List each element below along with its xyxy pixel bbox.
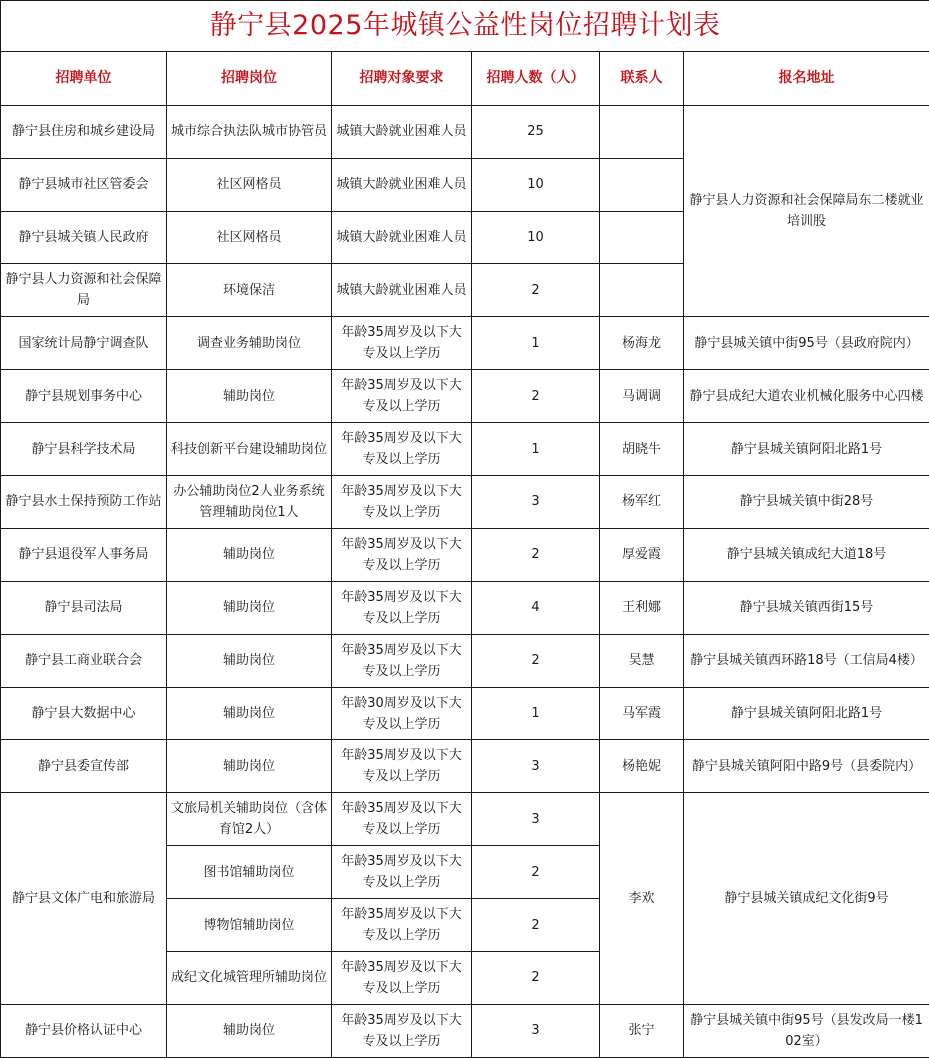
cell-unit: 静宁县司法局 xyxy=(1,581,167,634)
table-row xyxy=(1,1004,929,1057)
cell-headcount: 1 xyxy=(472,317,600,370)
cell-post: 辅助岗位 xyxy=(167,581,332,634)
cell-post: 辅助岗位 xyxy=(167,740,332,793)
cell-post: 文旅局机关辅助岗位（含体育馆2人） xyxy=(167,793,332,846)
cell-requirement: 年龄35周岁及以下大专及以上学历 xyxy=(332,528,472,581)
cell-requirement: 城镇大龄就业困难人员 xyxy=(332,105,472,158)
cell-contact: 厚爱霞 xyxy=(600,528,684,581)
cell-contact xyxy=(600,211,684,264)
cell-headcount: 10 xyxy=(472,211,600,264)
cell-contact xyxy=(600,158,684,211)
cell-headcount: 3 xyxy=(472,793,600,846)
cell-address: 静宁县城关镇成纪文化街9号 xyxy=(684,793,929,1005)
cell-address: 静宁县城关镇中街28号 xyxy=(684,476,929,529)
table-row xyxy=(1,634,929,687)
cell-headcount: 2 xyxy=(472,846,600,899)
table-row xyxy=(1,476,929,529)
cell-contact: 杨海龙 xyxy=(600,317,684,370)
cell-contact xyxy=(600,105,684,158)
cell-headcount: 2 xyxy=(472,952,600,1005)
cell-headcount: 1 xyxy=(472,423,600,476)
cell-post: 成纪文化城管理所辅助岗位 xyxy=(167,952,332,1005)
cell-address: 静宁县城关镇阿阳北路1号 xyxy=(684,423,929,476)
cell-requirement: 年龄35周岁及以下大专及以上学历 xyxy=(332,476,472,529)
cell-unit: 静宁县城市社区管委会 xyxy=(1,158,167,211)
table-row xyxy=(1,581,929,634)
header-headcount: 招聘人数（人） xyxy=(472,51,600,105)
cell-requirement: 年龄35周岁及以下大专及以上学历 xyxy=(332,899,472,952)
cell-requirement: 年龄35周岁及以下大专及以上学历 xyxy=(332,846,472,899)
cell-post: 辅助岗位 xyxy=(167,528,332,581)
cell-requirement: 城镇大龄就业困难人员 xyxy=(332,211,472,264)
table-row xyxy=(1,370,929,423)
cell-unit: 静宁县工商业联合会 xyxy=(1,634,167,687)
cell-headcount: 3 xyxy=(472,476,600,529)
cell-post: 图书馆辅助岗位 xyxy=(167,846,332,899)
cell-post: 城市综合执法队城市协管员 xyxy=(167,105,332,158)
cell-unit: 静宁县科学技术局 xyxy=(1,423,167,476)
cell-unit: 静宁县委宣传部 xyxy=(1,740,167,793)
table-row xyxy=(1,793,929,846)
cell-requirement: 年龄35周岁及以下大专及以上学历 xyxy=(332,740,472,793)
table-row xyxy=(1,740,929,793)
cell-post: 科技创新平台建设辅助岗位 xyxy=(167,423,332,476)
cell-requirement: 年龄35周岁及以下大专及以上学历 xyxy=(332,952,472,1005)
cell-post: 社区网格员 xyxy=(167,211,332,264)
cell-address: 静宁县城关镇阿阳北路1号 xyxy=(684,687,929,740)
cell-headcount: 2 xyxy=(472,899,600,952)
cell-headcount: 3 xyxy=(472,740,600,793)
table-row xyxy=(1,105,929,158)
cell-address: 静宁县城关镇成纪大道18号 xyxy=(684,528,929,581)
cell-requirement: 年龄30周岁及以下大专及以上学历 xyxy=(332,687,472,740)
cell-post: 辅助岗位 xyxy=(167,687,332,740)
header-address: 报名地址 xyxy=(684,51,929,105)
cell-requirement: 年龄35周岁及以下大专及以上学历 xyxy=(332,1004,472,1057)
table-row xyxy=(1,687,929,740)
cell-contact: 吴慧 xyxy=(600,634,684,687)
cell-requirement: 年龄35周岁及以下大专及以上学历 xyxy=(332,793,472,846)
cell-address: 静宁县城关镇阿阳中路9号（县委院内） xyxy=(684,740,929,793)
cell-contact: 胡晓牛 xyxy=(600,423,684,476)
cell-headcount: 2 xyxy=(472,264,600,317)
cell-requirement: 城镇大龄就业困难人员 xyxy=(332,158,472,211)
cell-address: 静宁县城关镇西环路18号（工信局4楼） xyxy=(684,634,929,687)
cell-headcount: 2 xyxy=(472,528,600,581)
cell-contact: 杨军红 xyxy=(600,476,684,529)
cell-requirement: 年龄35周岁及以下大专及以上学历 xyxy=(332,370,472,423)
cell-requirement: 年龄35周岁及以下大专及以上学历 xyxy=(332,317,472,370)
header-unit: 招聘单位 xyxy=(1,51,167,105)
cell-headcount: 2 xyxy=(472,370,600,423)
cell-contact xyxy=(600,264,684,317)
cell-post: 辅助岗位 xyxy=(167,370,332,423)
cell-unit: 静宁县住房和城乡建设局 xyxy=(1,105,167,158)
cell-unit: 静宁县人力资源和社会保障局 xyxy=(1,264,167,317)
cell-address: 静宁县成纪大道农业机械化服务中心四楼 xyxy=(684,370,929,423)
cell-post: 博物馆辅助岗位 xyxy=(167,899,332,952)
header-requirement: 招聘对象要求 xyxy=(332,51,472,105)
cell-unit: 静宁县规划事务中心 xyxy=(1,370,167,423)
cell-unit: 静宁县大数据中心 xyxy=(1,687,167,740)
cell-contact: 马军霞 xyxy=(600,687,684,740)
cell-headcount: 1 xyxy=(472,687,600,740)
cell-requirement: 年龄35周岁及以下大专及以上学历 xyxy=(332,581,472,634)
cell-unit: 静宁县文体广电和旅游局 xyxy=(1,793,167,1005)
cell-unit: 静宁县城关镇人民政府 xyxy=(1,211,167,264)
cell-address: 静宁县城关镇中街95号（县发改局一楼102室） xyxy=(684,1004,929,1057)
cell-headcount: 3 xyxy=(472,1004,600,1057)
cell-contact: 王利娜 xyxy=(600,581,684,634)
cell-contact: 李欢 xyxy=(600,793,684,1005)
cell-requirement: 年龄35周岁及以下大专及以上学历 xyxy=(332,634,472,687)
cell-unit: 静宁县水土保持预防工作站 xyxy=(1,476,167,529)
cell-address: 静宁县城关镇中街95号（县政府院内） xyxy=(684,317,929,370)
cell-unit: 国家统计局静宁调查队 xyxy=(1,317,167,370)
header-contact: 联系人 xyxy=(600,51,684,105)
cell-requirement: 城镇大龄就业困难人员 xyxy=(332,264,472,317)
cell-headcount: 25 xyxy=(472,105,600,158)
cell-post: 调查业务辅助岗位 xyxy=(167,317,332,370)
header-post: 招聘岗位 xyxy=(167,51,332,105)
cell-post: 社区网格员 xyxy=(167,158,332,211)
cell-unit: 静宁县退役军人事务局 xyxy=(1,528,167,581)
cell-shared-address: 静宁县人力资源和社会保障局东二楼就业培训股 xyxy=(684,105,929,317)
table-row xyxy=(1,423,929,476)
page-title: 静宁县2025年城镇公益性岗位招聘计划表 xyxy=(1,1,929,52)
cell-post: 辅助岗位 xyxy=(167,634,332,687)
cell-headcount: 2 xyxy=(472,634,600,687)
cell-requirement: 年龄35周岁及以下大专及以上学历 xyxy=(332,423,472,476)
cell-contact: 马调调 xyxy=(600,370,684,423)
cell-contact: 张宁 xyxy=(600,1004,684,1057)
cell-headcount: 4 xyxy=(472,581,600,634)
cell-contact: 杨艳妮 xyxy=(600,740,684,793)
cell-post: 办公辅助岗位2人业务系统管理辅助岗位1人 xyxy=(167,476,332,529)
table-row xyxy=(1,528,929,581)
cell-unit: 静宁县价格认证中心 xyxy=(1,1004,167,1057)
cell-post: 环境保洁 xyxy=(167,264,332,317)
cell-post: 辅助岗位 xyxy=(167,1004,332,1057)
table-row xyxy=(1,317,929,370)
cell-address: 静宁县城关镇西街15号 xyxy=(684,581,929,634)
cell-headcount: 10 xyxy=(472,158,600,211)
